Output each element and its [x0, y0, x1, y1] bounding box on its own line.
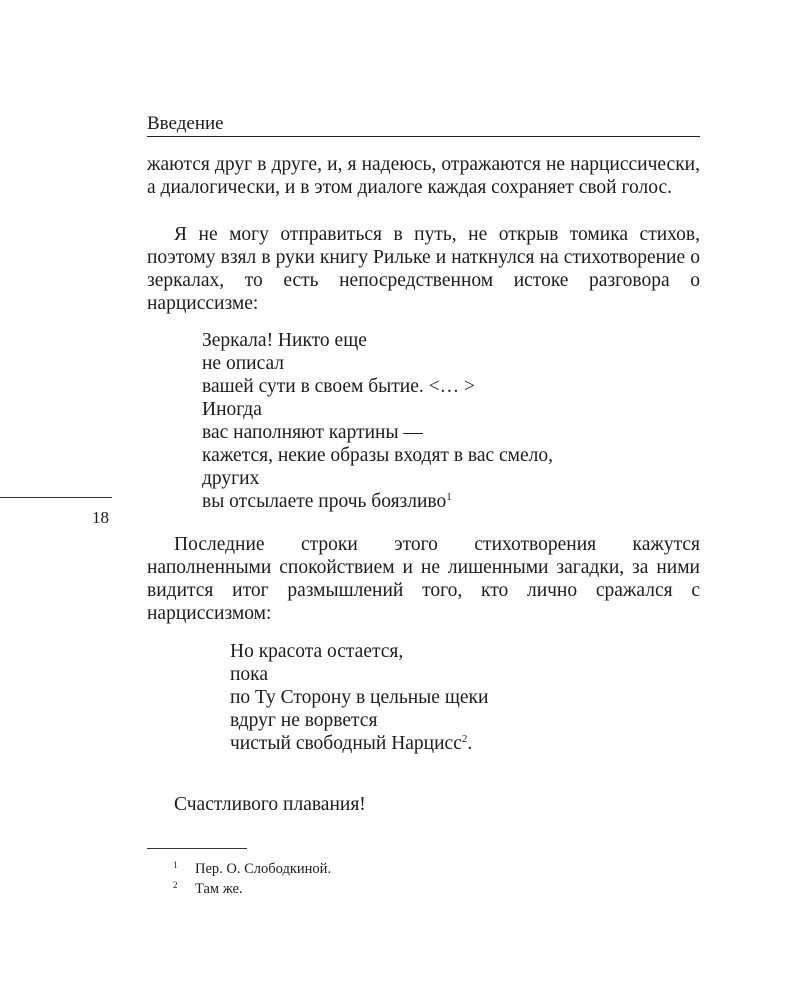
- footnote-rule: [147, 848, 247, 849]
- poem-line-last: [202, 490, 553, 513]
- footnote-1: [173, 856, 331, 878]
- poem-line-last: чистый свободный Нарцисс$^2$.: [230, 733, 473, 754]
- poem-line: пока: [230, 664, 269, 685]
- footnote-text: Пер. О. Слободкиной.: [195, 861, 332, 877]
- poem-line: кажется, некие образы входят в вас смело,: [202, 445, 554, 466]
- paragraph-continuation: жаются друг в друге, и, я надеюсь, отражаются не нарциссически, а диалогически, и в этом диалоге каждая сохраняет свой голос.: [147, 154, 700, 198]
- paragraph-rilke-intro: Я не могу отправиться в путь, не открыв томика стихов, поэтому взял в руки книгу Рильке и наткнулся на стихотворение о зеркалах, то есть непосредственном истоке разговора о нарциссизме:: [147, 224, 700, 314]
- poem-line: других: [202, 468, 260, 489]
- poem-line: Зеркала! Никто еще: [202, 330, 367, 351]
- page-number: 18: [92, 508, 109, 527]
- margin-rule: [0, 497, 112, 498]
- poem-line: Но красота остается,: [230, 641, 404, 662]
- poem-line: вашей сути в своем бытие. <… >: [202, 376, 475, 397]
- closing-line: Счастливого плавания!: [174, 794, 366, 815]
- footnote-reference: 1: [446, 491, 452, 503]
- paragraph-commentary: Последние строки этого стихотворения кажутся наполненными спокойствием и не лишенными загадки, за ними видится итог размышлений того, кто лично сражался с нарциссизмом:: [147, 534, 700, 624]
- poem-line: вдруг не ворвется: [230, 710, 378, 731]
- poem-line-text: чистый свободный Нарцисс: [230, 733, 462, 754]
- running-header: Введение: [147, 113, 700, 137]
- poem-mirrors: [202, 329, 553, 513]
- poem-line: Иногда: [202, 399, 262, 420]
- footnote-mark: 2: [173, 880, 178, 890]
- poem-line-text: вы отсылаете прочь боязливо: [202, 491, 447, 512]
- poem-line: не описал: [202, 353, 285, 374]
- poem-line: по Ту Сторону в цельные щеки: [230, 687, 489, 708]
- footnote-mark: 1: [173, 860, 178, 870]
- poem-line: вас наполняют картины —: [202, 422, 423, 443]
- footnote-2: [173, 876, 243, 898]
- footnote-reference: 2: [461, 733, 468, 745]
- footnote-text: Там же.: [195, 881, 243, 897]
- poem-narcissus: [230, 640, 488, 755]
